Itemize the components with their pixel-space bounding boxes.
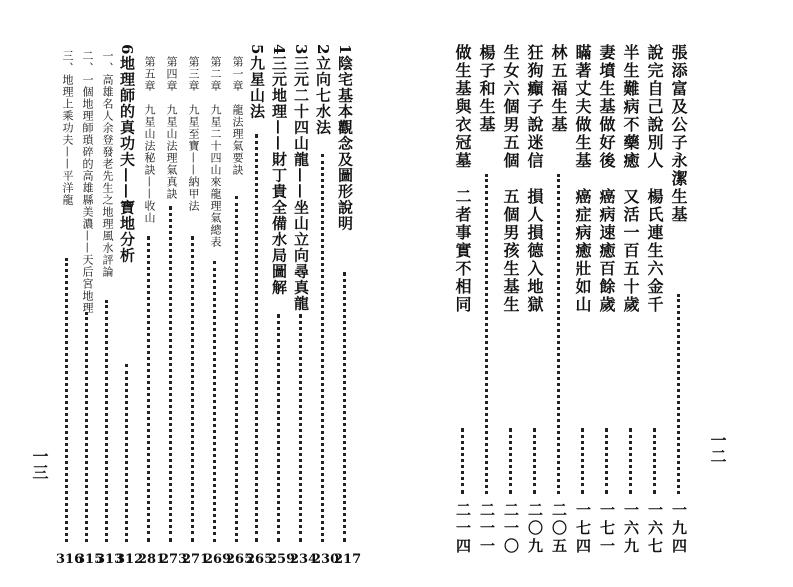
entry-title: 林五福生基 <box>549 44 568 134</box>
dot-leader <box>125 364 128 542</box>
entry-page: 312 <box>116 552 144 567</box>
left-page <box>0 0 396 587</box>
toc-entry <box>182 56 210 572</box>
entry-page: 一七一 <box>598 502 616 556</box>
toc-entry <box>268 44 296 572</box>
entry-page: 二一四 <box>454 502 472 556</box>
entry-title: 第四章 九星山法理氣真訣 <box>165 56 178 200</box>
dot-leader <box>85 312 88 542</box>
entry-page: 二一〇 <box>502 502 520 556</box>
dot-leader <box>629 428 632 494</box>
dot-leader <box>299 314 302 542</box>
entry-page: 二〇九 <box>526 502 544 556</box>
dot-leader <box>557 174 560 494</box>
toc-entry <box>668 44 690 572</box>
toc-entry <box>204 56 232 572</box>
dot-leader <box>65 258 68 542</box>
toc-entry <box>548 44 570 572</box>
toc-entry <box>312 44 340 572</box>
entry-title: 第五章 九星山法秘訣——收山 <box>143 56 156 224</box>
dot-leader <box>255 134 258 542</box>
entry-page: 二一一 <box>478 502 496 556</box>
entry-page: 二〇五 <box>550 502 568 556</box>
toc-entry <box>572 44 594 572</box>
dot-leader <box>213 261 216 542</box>
dot-leader <box>653 428 656 494</box>
entry-page: 一六九 <box>622 502 640 556</box>
entry-title: 5九星山法 <box>248 44 266 120</box>
entry-title: 生女六個男五個 五個男孩生基生 <box>501 44 520 314</box>
entry-title: 1陰宅基本觀念及圖形說明 <box>336 44 354 232</box>
entry-page: 265 <box>246 552 274 567</box>
dot-leader <box>605 428 608 494</box>
dot-leader <box>343 272 346 542</box>
entry-title: 3三元二十四山龍——坐山立向尋真龍 <box>292 44 310 312</box>
entry-page: 316 <box>56 552 84 567</box>
entry-title: 妻墳生基做好後 癌病速癒百餘歲 <box>597 44 616 314</box>
toc-entry <box>96 50 124 572</box>
entry-title: 2立向七水法 <box>314 44 332 136</box>
entry-page: 281 <box>138 552 166 567</box>
entry-title: 說完自己說別人 楊氏連生六金千 <box>645 44 664 314</box>
toc-entry <box>500 44 522 572</box>
entry-title: 二、一個地理師瑣碎的高雄縣美濃——天后宮地理 <box>81 50 94 314</box>
entry-page: 269 <box>204 552 232 567</box>
toc-entry <box>452 44 474 572</box>
dot-leader <box>461 428 464 494</box>
entry-page: 315 <box>76 552 104 567</box>
entry-title: 狂狗癲子說迷信 損人損德入地獄 <box>525 44 544 314</box>
entry-page: 273 <box>160 552 188 567</box>
dot-leader <box>581 428 584 494</box>
dot-leader <box>509 428 512 494</box>
toc-entry <box>644 44 666 572</box>
entry-title: 一、高雄名人余登發老先生之地理風水評論 <box>101 50 114 278</box>
entry-title: 第一章 龍法理氣要訣 <box>231 56 244 176</box>
entry-page: 234 <box>290 552 318 567</box>
entry-page: 217 <box>334 552 362 567</box>
entry-page: 一七四 <box>574 502 592 556</box>
entry-title: 做生基與衣冠墓 二者事實不相同 <box>453 44 472 314</box>
entry-title: 4三元地理——財丁貴全備水局圖解 <box>270 44 288 296</box>
toc-entry <box>138 56 166 572</box>
entry-page: 259 <box>268 552 296 567</box>
dot-leader <box>235 196 238 542</box>
entry-page: 313 <box>96 552 124 567</box>
entry-page: 271 <box>182 552 210 567</box>
toc-entry <box>476 44 498 572</box>
entry-title: 三、地理上乘功夫——平洋龍 <box>61 50 74 206</box>
dot-leader <box>277 314 280 542</box>
toc-entry <box>226 56 254 572</box>
toc-entry <box>76 50 104 572</box>
dot-leader <box>191 236 194 542</box>
dot-leader <box>147 236 150 542</box>
dot-leader <box>321 154 324 542</box>
entry-title: 半生難病不藥癒 又活一百五十歲 <box>621 44 640 314</box>
toc-entry <box>290 44 318 572</box>
entry-title: 第三章 九星至寶——納甲法 <box>187 56 200 212</box>
dot-leader <box>533 428 536 494</box>
dot-leader <box>677 294 680 494</box>
entry-page: 265 <box>226 552 254 567</box>
entry-title: 張添富及公子永潔生基 <box>669 44 688 224</box>
toc-entry <box>116 44 144 572</box>
entry-page: 230 <box>312 552 340 567</box>
entry-page: 一六七 <box>646 502 664 556</box>
entry-title: 第二章 九星二十四山來龍理氣總表 <box>209 56 222 248</box>
toc-entry <box>56 50 84 572</box>
page-folio: 一二 <box>708 432 727 464</box>
entry-title: 楊子和生基 <box>477 44 496 134</box>
dot-leader <box>169 206 172 542</box>
dot-leader <box>105 300 108 542</box>
entry-title: 6地理師的真功夫——寶地分析 <box>118 44 136 264</box>
toc-entry <box>334 44 362 572</box>
toc-entry <box>524 44 546 572</box>
dot-leader <box>485 174 488 494</box>
toc-entry <box>596 44 618 572</box>
toc-entry <box>620 44 642 572</box>
toc-entry <box>160 56 188 572</box>
toc-entry <box>246 44 274 572</box>
entry-title: 瞞著丈夫做生基 癌症病癒壯如山 <box>573 44 592 314</box>
entry-page: 一九四 <box>670 502 688 556</box>
page-folio: 一三 <box>30 448 49 480</box>
right-page <box>396 0 793 587</box>
